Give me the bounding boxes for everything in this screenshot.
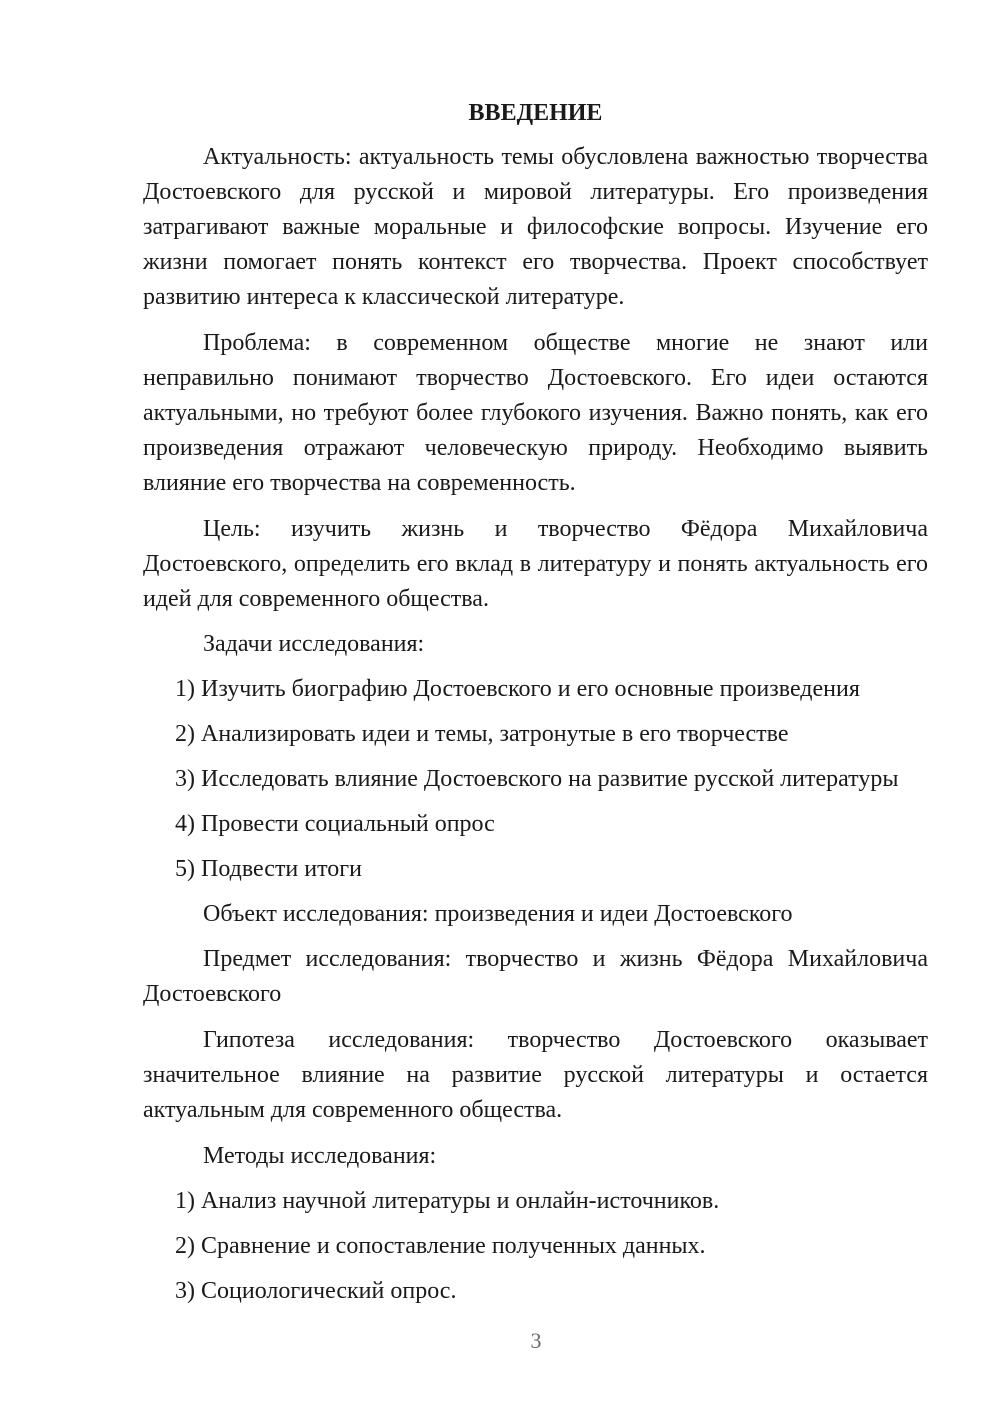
task-item: 3) Исследовать влияние Достоевского на развитие русской литературы [175, 766, 899, 792]
section-title: ВВЕДЕНИЕ [468, 100, 603, 126]
task-item: 1) Изучить биографию Достоевского и его основные произведения [175, 676, 860, 702]
document-body [143, 96, 928, 1309]
task-item: 5) Подвести итоги [175, 856, 362, 882]
task-item: 2) Анализировать идеи и темы, затронутые в его творчестве [175, 721, 789, 747]
method-item: 3) Социологический опрос. [175, 1278, 457, 1304]
goal-paragraph: Цель: изучить жизнь и творчество Фёдора Михайловича Достоевского, определить его вклад в литературу и понять актуальность его идей для современного общества. [143, 516, 928, 612]
method-item: 2) Сравнение и сопоставление полученных данных. [175, 1233, 706, 1259]
tasks-heading: Задачи исследования: [203, 631, 425, 657]
subject-paragraph: Предмет исследования: творчество и жизнь Фёдора Михайловича Достоевского [143, 946, 928, 1007]
hypothesis-paragraph: Гипотеза исследования: творчество Достоевского оказывает значительное влияние на развитие русской литературы и остается актуальным для современного общества. [143, 1027, 928, 1123]
object-paragraph: Объект исследования: произведения и идеи Достоевского [203, 901, 793, 927]
methods-heading: Методы исследования: [203, 1143, 437, 1169]
relevance-paragraph: Актуальность: актуальность темы обусловлена важностью творчества Достоевского для русской и мировой литературы. Его произведения затрагивают важные моральные и философские вопросы. Изучение его жизни помогает понять контекст его творчества. Проект способствует развитию интереса к классической литературе. [143, 144, 928, 310]
method-item: 1) Анализ научной литературы и онлайн-источников. [175, 1188, 720, 1214]
problem-paragraph: Проблема: в современном обществе многие не знают или неправильно понимают творчество Достоевского. Его идеи остаются актуальными, но требуют более глубокого изучения. Важно понять, как его произведения отражают человеческую природу. Необходимо выявить влияние его творчества на современность. [143, 330, 928, 496]
page-number: 3 [530, 1328, 542, 1353]
task-item: 4) Провести социальный опрос [175, 811, 495, 837]
